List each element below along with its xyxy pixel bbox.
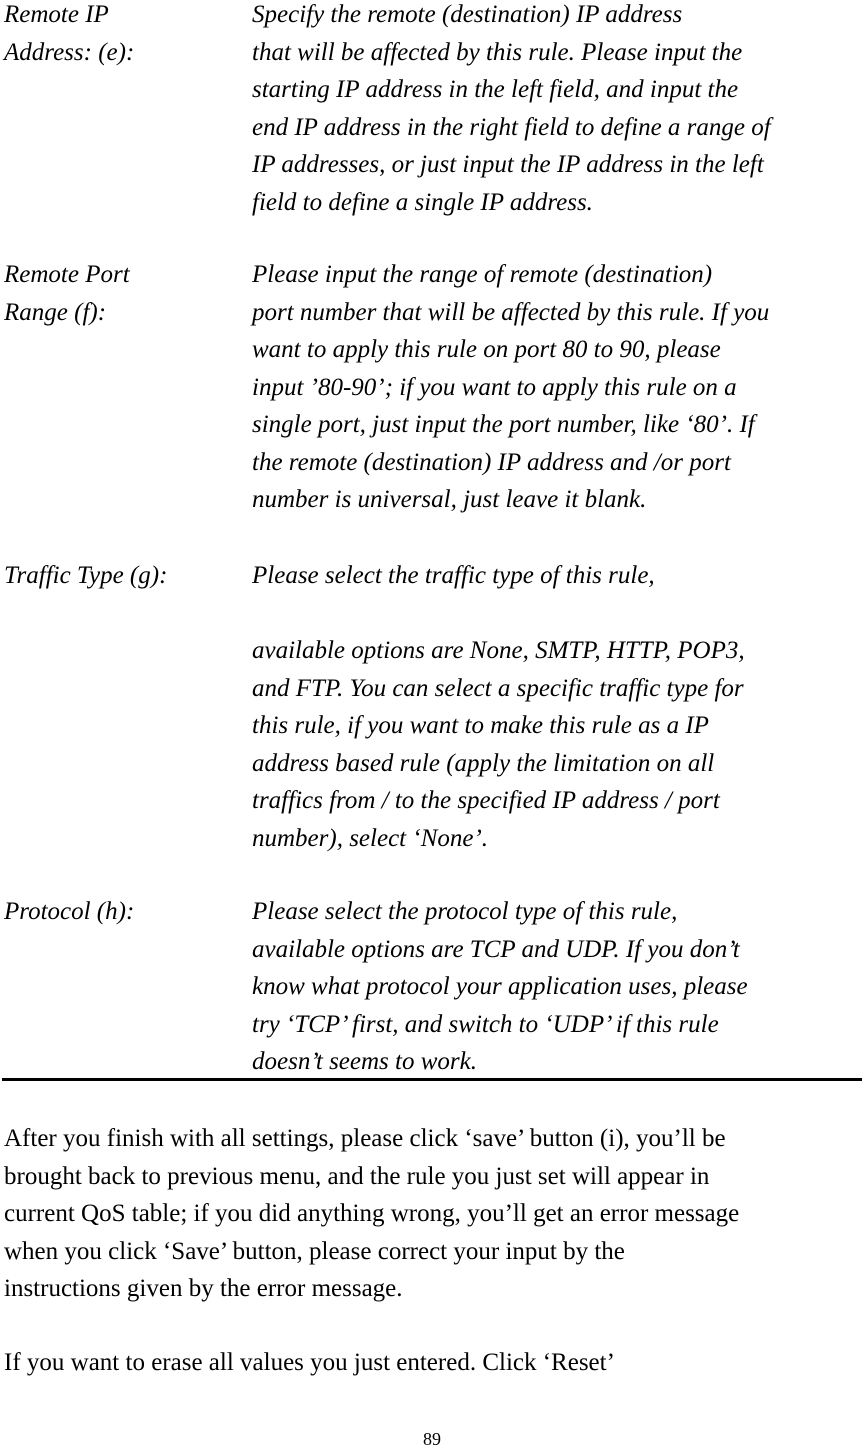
definition-term: Remote IP Address: (e): — [4, 1, 135, 66]
page-number: 89 — [423, 1429, 441, 1449]
definition-description: Specify the remote (destination) IP address that will be affected by this rule. Please input the starting IP address in the left field, and input the end IP address in the right field to define a range of IP addresses, or just input the IP address in the left field to define a single IP address. — [252, 1, 771, 216]
instruction-paragraph-reset: If you want to erase all values you just entered. Click ‘Reset’ — [4, 1349, 615, 1376]
definition-remote-ip-address — [4, 0, 860, 221]
instruction-paragraph-save: After you finish with all settings, please click ‘save’ button (i), you’ll be brought back to previous menu, and the rule you just set will appear in current QoS table; if you did anything wrong, you’ll get an error message when you click ‘Save’ button, please correct your input by the instructions given by the error message. — [4, 1125, 740, 1302]
definition-term: Protocol (h): — [4, 898, 135, 925]
definition-protocol — [4, 893, 860, 1081]
definition-term: Traffic Type (g): — [4, 562, 168, 589]
definition-description: Please select the protocol type of this rule, available options are TCP and UDP. If you don’t know what protocol your application uses, please try ‘TCP’ first, and switch to ‘UDP’ if this rule doesn’t seems to work. — [252, 898, 748, 1075]
section-divider — [2, 1078, 862, 1081]
definition-traffic-type — [4, 557, 860, 857]
definition-remote-port-range — [4, 256, 860, 519]
definition-term: Remote Port Range (f): — [4, 261, 130, 326]
definition-description: Please select the traffic type of this rule, available options are None, SMTP, HTTP, POP3, and FTP. You can select a specific traffic type for this rule, if you want to make this rule as a IP address based rule (apply the limitation on all traffics from / to the specified IP address / port number), select ‘None’. — [252, 562, 745, 852]
definition-description: Please input the range of remote (destination) port number that will be affected by this rule. If you want to apply this rule on port 80 to 90, please input ’80-90’; if you want to apply this rule on a single port, just input the port number, like ‘80’. If the remote (destination) IP address and /or port number is universal, just leave it blank. — [252, 261, 770, 513]
